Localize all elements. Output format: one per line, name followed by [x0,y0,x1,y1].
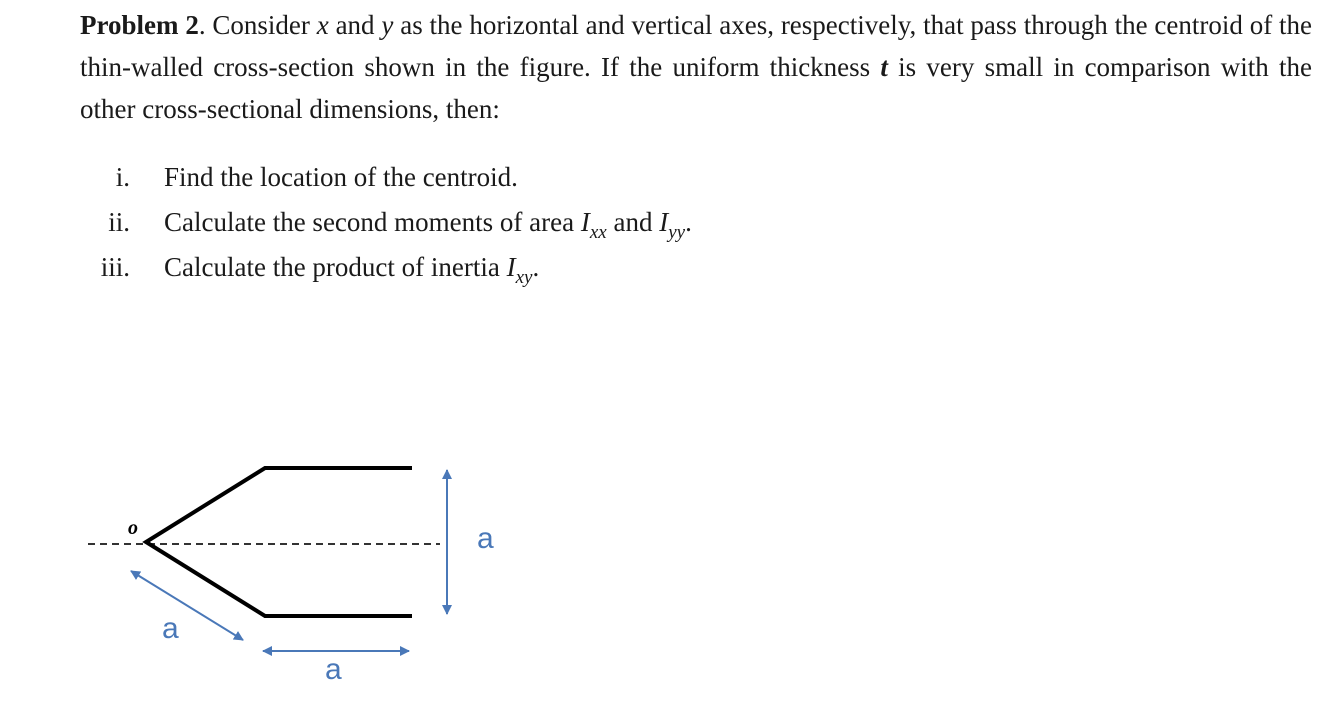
task-text-part: and [606,207,660,237]
task-text-part: Calculate the second moments of area [164,207,581,237]
task-number: i. [115,162,130,192]
problem-text-1: . Consider [198,10,317,40]
origin-label: o [128,517,138,539]
horizontal-dimension-label: a [325,653,342,686]
task-number: ii. [108,207,130,237]
diagonal-dimension-arrow [131,571,243,640]
problem-text-2: and [328,10,382,40]
ixy-subscript: xy [515,267,533,288]
iyy-subscript: yy [668,222,686,243]
problem-label: Problem 2 [80,10,199,40]
task-text-part: . [532,252,540,282]
t-symbol: t [880,52,888,82]
ixx-symbol: I [580,207,590,237]
ixx-subscript: xx [589,222,607,243]
x-symbol: x [316,10,329,40]
cross-section-wall [146,468,412,616]
task-text: Find the location of the centroid. [164,162,518,192]
task-text-part: Calculate the product of inertia [164,252,507,282]
problem-text-3: as the horizontal and vertical axes, respectively, that pass through the centroid of the thin-walled cross-section shown in the figure. If the uniform thickness [80,10,1313,82]
y-symbol: y [381,10,394,40]
task-number: iii. [100,252,130,282]
ixy-symbol: I [506,252,516,282]
diagonal-dimension-label: a [162,612,179,645]
task-text-part: . [685,207,692,237]
vertical-dimension-label: a [477,522,494,555]
problem-text-4: is very small in comparison with the other cross-sectional dimensions, then: [80,52,1312,124]
iyy-symbol: I [659,207,669,237]
